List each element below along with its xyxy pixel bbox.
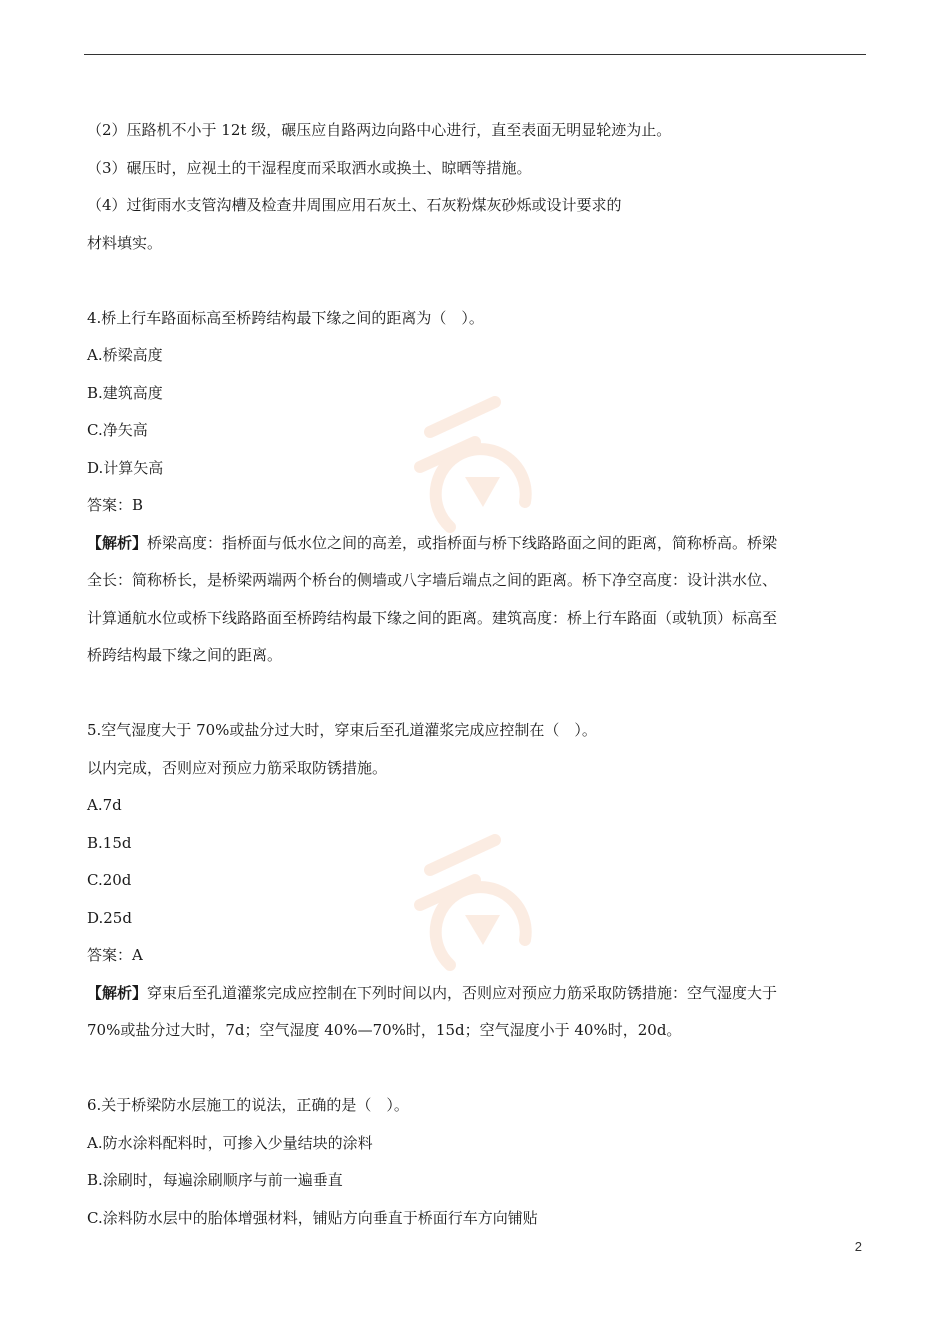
q5-option-d: D.25d <box>87 908 132 927</box>
q6-option-a: A.防水涂料配料时，可掺入少量结块的涂料 <box>87 1133 373 1152</box>
q6-option-c: C.涂料防水层中的胎体增强材料，铺贴方向垂直于桥面行车方向铺贴 <box>87 1208 538 1227</box>
q5-option-a: A.7d <box>87 796 122 814</box>
analysis-tag: 【解析】 <box>87 983 148 1002</box>
spacer <box>87 262 867 300</box>
intro-line: （4）过街雨水支管沟槽及检查井周围应用石灰土、石灰粉煤灰砂烁或设计要求的 <box>87 196 622 214</box>
q5-analysis-line: 70%或盐分过大时，7d；空气湿度 40%—70%时，15d；空气湿度小于 40%时，20d。 <box>87 1021 682 1039</box>
q4-analysis-line: 计算通航水位或桥下线路路面至桥跨结构最下缘之间的距离。建筑高度：桥上行车路面（或轨顶）标高至 <box>87 608 778 627</box>
intro-line: 材料填实。 <box>87 233 163 252</box>
question-5-continued: 以内完成，否则应对预应力筋采取防锈措施。 <box>87 758 388 777</box>
q4-option-a: A.桥梁高度 <box>87 346 163 364</box>
intro-line: （2）压路机不小于 12t 级，碾压应自路两边向路中心进行，直至表面无明显轮迹为止。 <box>87 121 672 139</box>
q4-option-c: C.净矢高 <box>87 421 148 439</box>
intro-line: （3）碾压时，应视土的干湿程度而采取洒水或换土、晾晒等措施。 <box>87 158 532 177</box>
analysis-text: 桥梁高度：指桥面与低水位之间的高差，或指桥面与桥下线路路面之间的距离，简称桥高。桥梁 <box>147 533 778 552</box>
question-5: 5.空气湿度大于 70%或盐分过大时，穿束后至孔道灌浆完成应控制在（ ）。 <box>87 721 597 739</box>
spacer <box>87 1050 867 1088</box>
q5-analysis-line <box>87 975 867 1013</box>
q5-option-b: B.15d <box>87 833 132 852</box>
spacer <box>87 675 867 713</box>
question-6: 6.关于桥梁防水层施工的说法，正确的是（ ）。 <box>87 1096 409 1114</box>
q4-option-d: D.计算矢高 <box>87 458 164 477</box>
q4-analysis-line: 全长：简称桥长，是桥梁两端两个桥台的侧墙或八字墙后端点之间的距离。桥下净空高度：设计洪水位、 <box>87 571 778 589</box>
q4-analysis-line <box>87 525 867 563</box>
analysis-text: 穿束后至孔道灌浆完成应控制在下列时间以内，否则应对预应力筋采取防锈措施：空气湿度大于 <box>147 983 778 1002</box>
q4-option-b: B.建筑高度 <box>87 383 163 402</box>
analysis-tag: 【解析】 <box>87 533 148 552</box>
q5-option-c: C.20d <box>87 871 132 889</box>
q4-answer: 答案：B <box>87 496 144 514</box>
document-body <box>87 112 867 1237</box>
header-rule <box>84 54 866 55</box>
page-number: 2 <box>854 1239 862 1254</box>
q4-analysis-line: 桥跨结构最下缘之间的距离。 <box>87 646 283 664</box>
q6-option-b: B.涂刷时，每遍涂刷顺序与前一遍垂直 <box>87 1171 343 1189</box>
question-4: 4.桥上行车路面标高至桥跨结构最下缘之间的距离为（ ）。 <box>87 308 484 327</box>
q5-answer: 答案：A <box>87 946 143 964</box>
